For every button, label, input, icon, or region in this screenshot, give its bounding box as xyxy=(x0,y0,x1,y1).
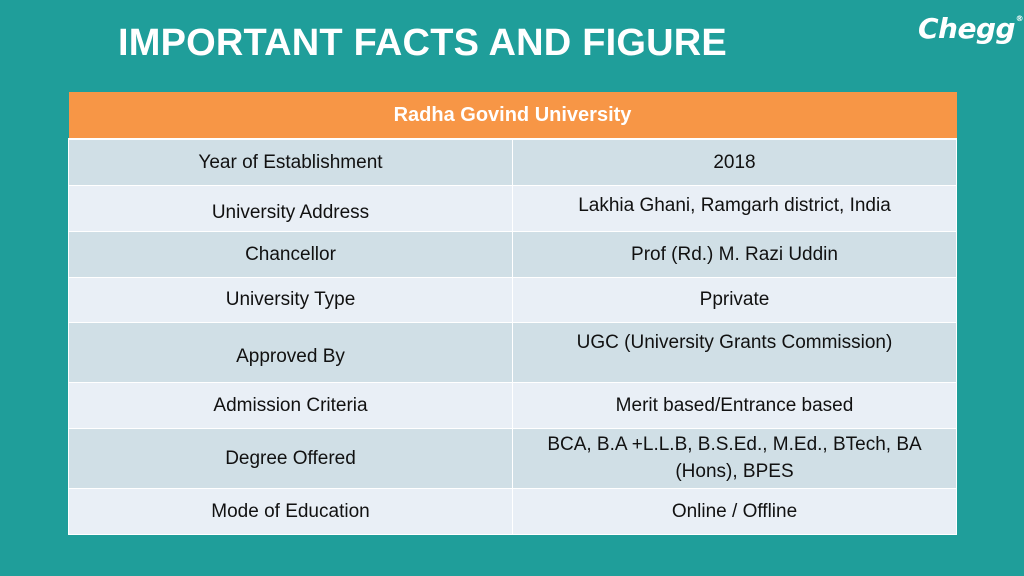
logo-text: Chegg xyxy=(918,12,1016,45)
table-row xyxy=(69,277,957,322)
row-value: 2018 xyxy=(513,139,957,185)
row-label: Degree Offered xyxy=(69,428,513,488)
table-row xyxy=(69,382,957,428)
table-row xyxy=(69,231,957,277)
row-label: Chancellor xyxy=(69,231,513,277)
registered-mark: ® xyxy=(1015,14,1024,23)
row-label: University Address xyxy=(69,185,513,231)
row-value: BCA, B.A +L.L.B, B.S.Ed., M.Ed., BTech, BA (Hons), BPES xyxy=(513,428,957,488)
page-title: IMPORTANT FACTS AND FIGURE xyxy=(118,22,727,64)
row-value: UGC (University Grants Commission) xyxy=(513,322,957,382)
row-label: Mode of Education xyxy=(69,488,513,534)
row-value: Lakhia Ghani, Ramgarh district, India xyxy=(513,185,957,231)
table-row xyxy=(69,322,957,382)
table-row xyxy=(69,428,957,488)
row-label: Year of Establishment xyxy=(69,139,513,185)
facts-table xyxy=(68,92,957,535)
table-row xyxy=(69,488,957,534)
table-row xyxy=(69,139,957,185)
row-value: Prof (Rd.) M. Razi Uddin xyxy=(513,231,957,277)
chegg-logo xyxy=(918,12,1024,45)
row-value: Online / Offline xyxy=(513,488,957,534)
row-value: Merit based/Entrance based xyxy=(513,382,957,428)
row-value: Pprivate xyxy=(513,277,957,322)
table-row xyxy=(69,185,957,231)
row-label: University Type xyxy=(69,277,513,322)
row-label: Admission Criteria xyxy=(69,382,513,428)
table-header: Radha Govind University xyxy=(69,92,957,139)
row-label: Approved By xyxy=(69,322,513,382)
